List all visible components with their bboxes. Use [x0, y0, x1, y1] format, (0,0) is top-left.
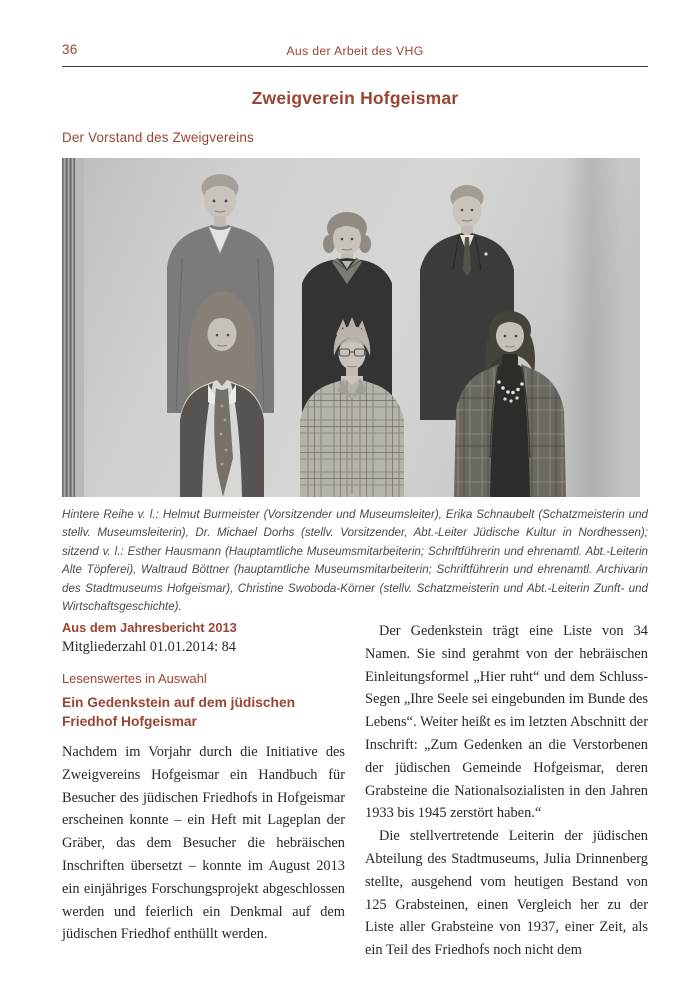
membership-count: Mitgliederzahl 01.01.2014: 84 — [62, 639, 236, 655]
gedenkstein-heading: Ein Gedenkstein auf dem jüdischen Friedhof Hofgeismar — [62, 695, 296, 729]
right-column — [365, 620, 648, 962]
left-column — [62, 620, 345, 962]
board-photo-figure — [62, 158, 648, 616]
reading-heading: Lesenswertes in Auswahl — [62, 671, 207, 686]
section-title: Aus der Arbeit des VHG — [286, 44, 424, 58]
page-header — [62, 42, 648, 60]
header-rule — [62, 66, 648, 67]
article-subtitle: Der Vorstand des Zweigvereins — [62, 130, 254, 145]
article-title: Zweigverein Hofgeismar — [251, 88, 459, 108]
wall-stripe-band — [62, 158, 75, 497]
photo-caption: Hintere Reihe v. l.: Helmut Burmeister (Vorsitzender und Museumsleiter), Erika Schnaubelt (Schatzmeisterin und stellv. Museumsleiterin), Dr. Michael Dorhs (stellv. Vorsitzender, Abt.-Leiter Jüdische Kultur in Nordhessen); sitzend v. l.: Esther Hausmann (Hauptamtliche Museumsmitarbeiterin; Schriftführerin und ehrenamtl. Abt.-Leiterin Alte Töpferei), Waltraud Böttner (hauptamtliche Museumsmitarbeiterin; Schriftführerin und ehrenamtl. Archivarin des Stadtmuseums Hofgeismar), Christine Swoboda-Körner (stellv. Schatzmeisterin und Abt.-Leiterin Zunft- und Wirtschaftsgeschichte). — [62, 508, 648, 614]
two-column-text — [62, 620, 648, 962]
right-paragraph-1: Der Gedenkstein trägt eine Liste von 34 Namen. Sie sind gerahmt von der hebräischen Einleitungsformel „Hier ruht“ und dem Schluss-Segen „Ihre Seele sei eingebunden im Bunde des Lebens“. Weiter heißt es im letzten Abschnitt der Inschrift: „Zum Gedenken an die Verstorbenen der jüdischen Gemeinde Hofgeismar, deren Grabsteine die Nationalsozialisten in den Jahren 1933 bis 1945 zerstört haben.“ — [365, 623, 648, 822]
report-heading: Aus dem Jahresbericht 2013 — [62, 620, 237, 635]
right-paragraph-2: Die stellvertretende Leiterin der jüdischen Abteilung des Stadtmuseums, Julia Drinnenberg stellte, ausgehend vom heutigen Bestand von 125 Grabsteinen, einen Vergleich her zu der Liste aller Grabsteine von 1937, einer Zeit, als ein Teil des Friedhofs noch nicht dem — [365, 828, 648, 959]
page-number: 36 — [62, 42, 78, 57]
board-photo — [62, 158, 640, 497]
left-paragraph: Nachdem im Vorjahr durch die Initiative des Zweigvereins Hofgeismar ein Handbuch für Besucher des jüdischen Friedhofs in Hofgeismar erscheinen konnte – ein Heft mit Lageplan der Gräber, das dem Besucher die hebräischen Inschriften übersetzt – konnte im August 2013 ein einjähriges Forschungsprojekt abgeschlossen werden und feierlich ein Denkmal auf dem jüdischen Friedhof enthüllt werden. — [62, 744, 345, 943]
